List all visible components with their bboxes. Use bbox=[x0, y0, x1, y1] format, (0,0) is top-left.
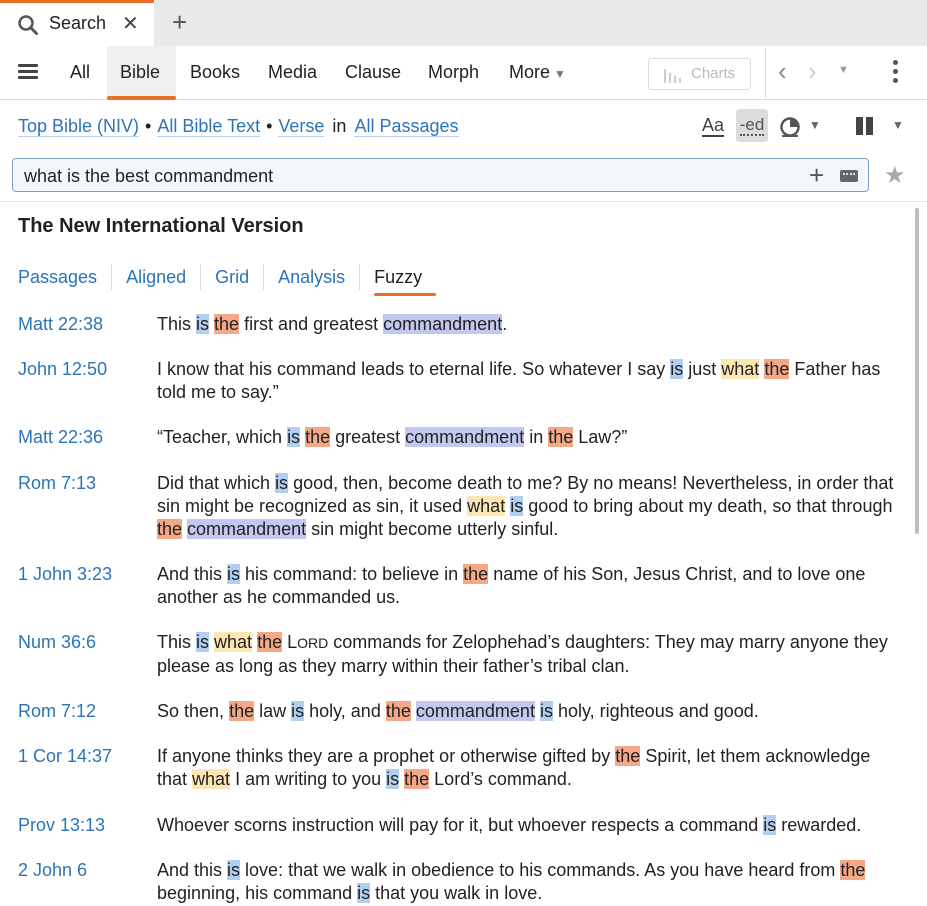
scope-unit[interactable]: Verse bbox=[278, 116, 325, 136]
search-hit[interactable]: is bbox=[227, 564, 241, 584]
result-reference[interactable]: Rom 7:12 bbox=[18, 701, 97, 721]
subtab-grid[interactable]: Grid bbox=[215, 264, 264, 290]
search-hit[interactable]: is bbox=[670, 359, 684, 379]
search-hit[interactable]: the bbox=[305, 427, 331, 447]
history-chevron-icon[interactable]: ▼ bbox=[838, 64, 849, 76]
pie-icon[interactable] bbox=[779, 116, 801, 138]
keyboard-icon[interactable] bbox=[840, 170, 858, 182]
scope-text[interactable]: All Bible Text bbox=[157, 116, 261, 136]
tab-strip bbox=[0, 0, 927, 46]
tab-morph[interactable]: Morph bbox=[428, 62, 480, 82]
scope-bible[interactable]: Top Bible (NIV) bbox=[18, 116, 140, 136]
search-hit[interactable]: what bbox=[721, 359, 760, 379]
search-hit[interactable]: what bbox=[467, 496, 506, 516]
result-text: This is what the LORD commands for Zelophehad’s daughters: They may marry anyone they please as long as they marry within their father’s tribal clan. bbox=[157, 632, 888, 676]
search-hit[interactable]: the bbox=[548, 427, 574, 447]
divider bbox=[0, 201, 927, 202]
scope-in: in bbox=[332, 116, 347, 136]
search-hit[interactable]: is bbox=[196, 632, 210, 652]
search-input[interactable] bbox=[24, 164, 784, 188]
search-hit[interactable]: the bbox=[229, 701, 255, 721]
toolbar bbox=[0, 46, 927, 100]
result-reference[interactable]: John 12:50 bbox=[18, 359, 108, 379]
star-icon[interactable]: ★ bbox=[884, 162, 906, 189]
tab-books[interactable]: Books bbox=[190, 62, 241, 82]
tab-clause[interactable]: Clause bbox=[345, 62, 402, 82]
search-hit[interactable]: the bbox=[840, 860, 866, 880]
chevron-down-icon[interactable]: ▼ bbox=[892, 118, 904, 132]
search-hit[interactable]: the bbox=[404, 769, 430, 789]
inflected-label: -ed bbox=[739, 115, 765, 134]
search-hit[interactable]: is bbox=[510, 496, 524, 516]
charts-button[interactable] bbox=[648, 58, 751, 90]
charts-label: Charts bbox=[691, 65, 736, 82]
scrollbar[interactable] bbox=[915, 208, 919, 534]
result-text: Did that which is good, then, become death to me? By no means! Nevertheless, in order that sin might be recognized as sin, it used what is good to bring about my death, so that through the commandment sin might become utterly sinful. bbox=[157, 473, 894, 539]
search-hit[interactable]: the bbox=[257, 632, 283, 652]
columns-icon[interactable] bbox=[856, 117, 874, 135]
search-scope bbox=[18, 116, 459, 137]
search-hit[interactable]: is bbox=[539, 701, 553, 721]
search-hit[interactable]: is bbox=[196, 314, 210, 334]
search-hit[interactable]: the bbox=[214, 314, 240, 334]
search-hit[interactable]: what bbox=[214, 632, 253, 652]
forward-arrow-icon[interactable]: › bbox=[808, 56, 817, 86]
search-hit[interactable]: is bbox=[227, 860, 241, 880]
result-reference[interactable]: Matt 22:36 bbox=[18, 427, 104, 447]
result-reference[interactable]: Prov 13:13 bbox=[18, 815, 106, 835]
version-title: The New International Version bbox=[18, 215, 304, 237]
tab-media[interactable]: Media bbox=[268, 62, 318, 82]
search-hit[interactable]: the bbox=[463, 564, 489, 584]
search-hit[interactable]: commandment bbox=[405, 427, 525, 447]
result-text: “Teacher, which is the greatest commandment in the Law?” bbox=[157, 427, 628, 447]
close-icon[interactable]: ✕ bbox=[122, 13, 139, 35]
small-caps: ORD bbox=[297, 635, 329, 651]
inflected-icon[interactable] bbox=[736, 109, 768, 142]
kebab-icon[interactable] bbox=[893, 60, 899, 87]
search-hit[interactable]: commandment bbox=[187, 519, 307, 539]
search-hit[interactable]: is bbox=[287, 427, 301, 447]
scope-separator: • bbox=[266, 116, 273, 136]
subtab-passages[interactable]: Passages bbox=[18, 264, 112, 290]
result-reference[interactable]: Rom 7:13 bbox=[18, 473, 97, 493]
result-text: And this is love: that we walk in obedience to his commands. As you have heard from the beginning, his command is that you walk in love. bbox=[157, 860, 866, 903]
result-text: So then, the law is holy, and the commandment is holy, righteous and good. bbox=[157, 701, 759, 721]
scope-separator: • bbox=[145, 116, 152, 136]
scope-range[interactable]: All Passages bbox=[354, 116, 459, 136]
result-text: If anyone thinks they are a prophet or otherwise gifted by the Spirit, let them acknowledge that what I am writing to you is the Lord’s command. bbox=[157, 746, 871, 789]
subtab-aligned[interactable]: Aligned bbox=[126, 264, 201, 290]
search-hit[interactable]: the bbox=[385, 701, 411, 721]
search-hit[interactable]: what bbox=[192, 769, 231, 789]
result-reference[interactable]: 1 Cor 14:37 bbox=[18, 746, 113, 766]
search-hit[interactable]: the bbox=[764, 359, 790, 379]
result-reference[interactable]: 1 John 3:23 bbox=[18, 564, 113, 584]
search-tab[interactable] bbox=[0, 0, 154, 46]
search-hit[interactable]: is bbox=[386, 769, 400, 789]
font-size-icon[interactable]: Aa bbox=[702, 115, 725, 135]
back-arrow-icon[interactable]: ‹ bbox=[778, 56, 787, 86]
search-hit[interactable]: is bbox=[357, 883, 371, 903]
search-icon bbox=[17, 14, 39, 36]
subtab-analysis[interactable]: Analysis bbox=[278, 264, 360, 290]
result-reference[interactable]: 2 John 6 bbox=[18, 860, 88, 880]
result-subtabs bbox=[18, 264, 450, 294]
search-hit[interactable]: commandment bbox=[383, 314, 503, 334]
result-text: I know that his command leads to eternal life. So whatever I say is just what the Father has told me to say.” bbox=[157, 359, 881, 402]
search-hit[interactable]: the bbox=[157, 519, 183, 539]
tab-all[interactable]: All bbox=[70, 62, 91, 82]
subtab-fuzzy[interactable]: Fuzzy bbox=[374, 264, 436, 290]
chevron-down-icon[interactable]: ▼ bbox=[809, 118, 821, 132]
tab-more[interactable] bbox=[496, 46, 579, 98]
chevron-down-icon: ▼ bbox=[554, 67, 566, 81]
result-text: Whoever scorns instruction will pay for it, but whoever respects a command is rewarded. bbox=[157, 815, 862, 835]
search-hit[interactable]: is bbox=[291, 701, 305, 721]
search-hit[interactable]: is bbox=[275, 473, 289, 493]
plus-icon[interactable]: + bbox=[809, 160, 825, 190]
result-text: And this is his command: to believe in the name of his Son, Jesus Christ, and to love one another as he commanded us. bbox=[157, 564, 866, 607]
bar-chart-icon bbox=[663, 67, 683, 83]
tab-more-label: More bbox=[509, 62, 551, 82]
new-tab-button[interactable]: + bbox=[172, 7, 188, 37]
search-hit[interactable]: the bbox=[615, 746, 641, 766]
result-text: This is the first and greatest commandment. bbox=[157, 314, 508, 334]
search-hit[interactable]: commandment bbox=[415, 701, 535, 721]
result-reference[interactable]: Matt 22:38 bbox=[18, 314, 104, 334]
hamburger-icon[interactable] bbox=[18, 64, 38, 80]
result-reference[interactable]: Num 36:6 bbox=[18, 632, 97, 652]
search-hit[interactable]: is bbox=[763, 815, 777, 835]
tab-bible[interactable]: Bible bbox=[107, 46, 176, 98]
toolbar-divider bbox=[765, 48, 766, 98]
search-box bbox=[12, 158, 869, 192]
tab-title: Search bbox=[49, 13, 107, 33]
